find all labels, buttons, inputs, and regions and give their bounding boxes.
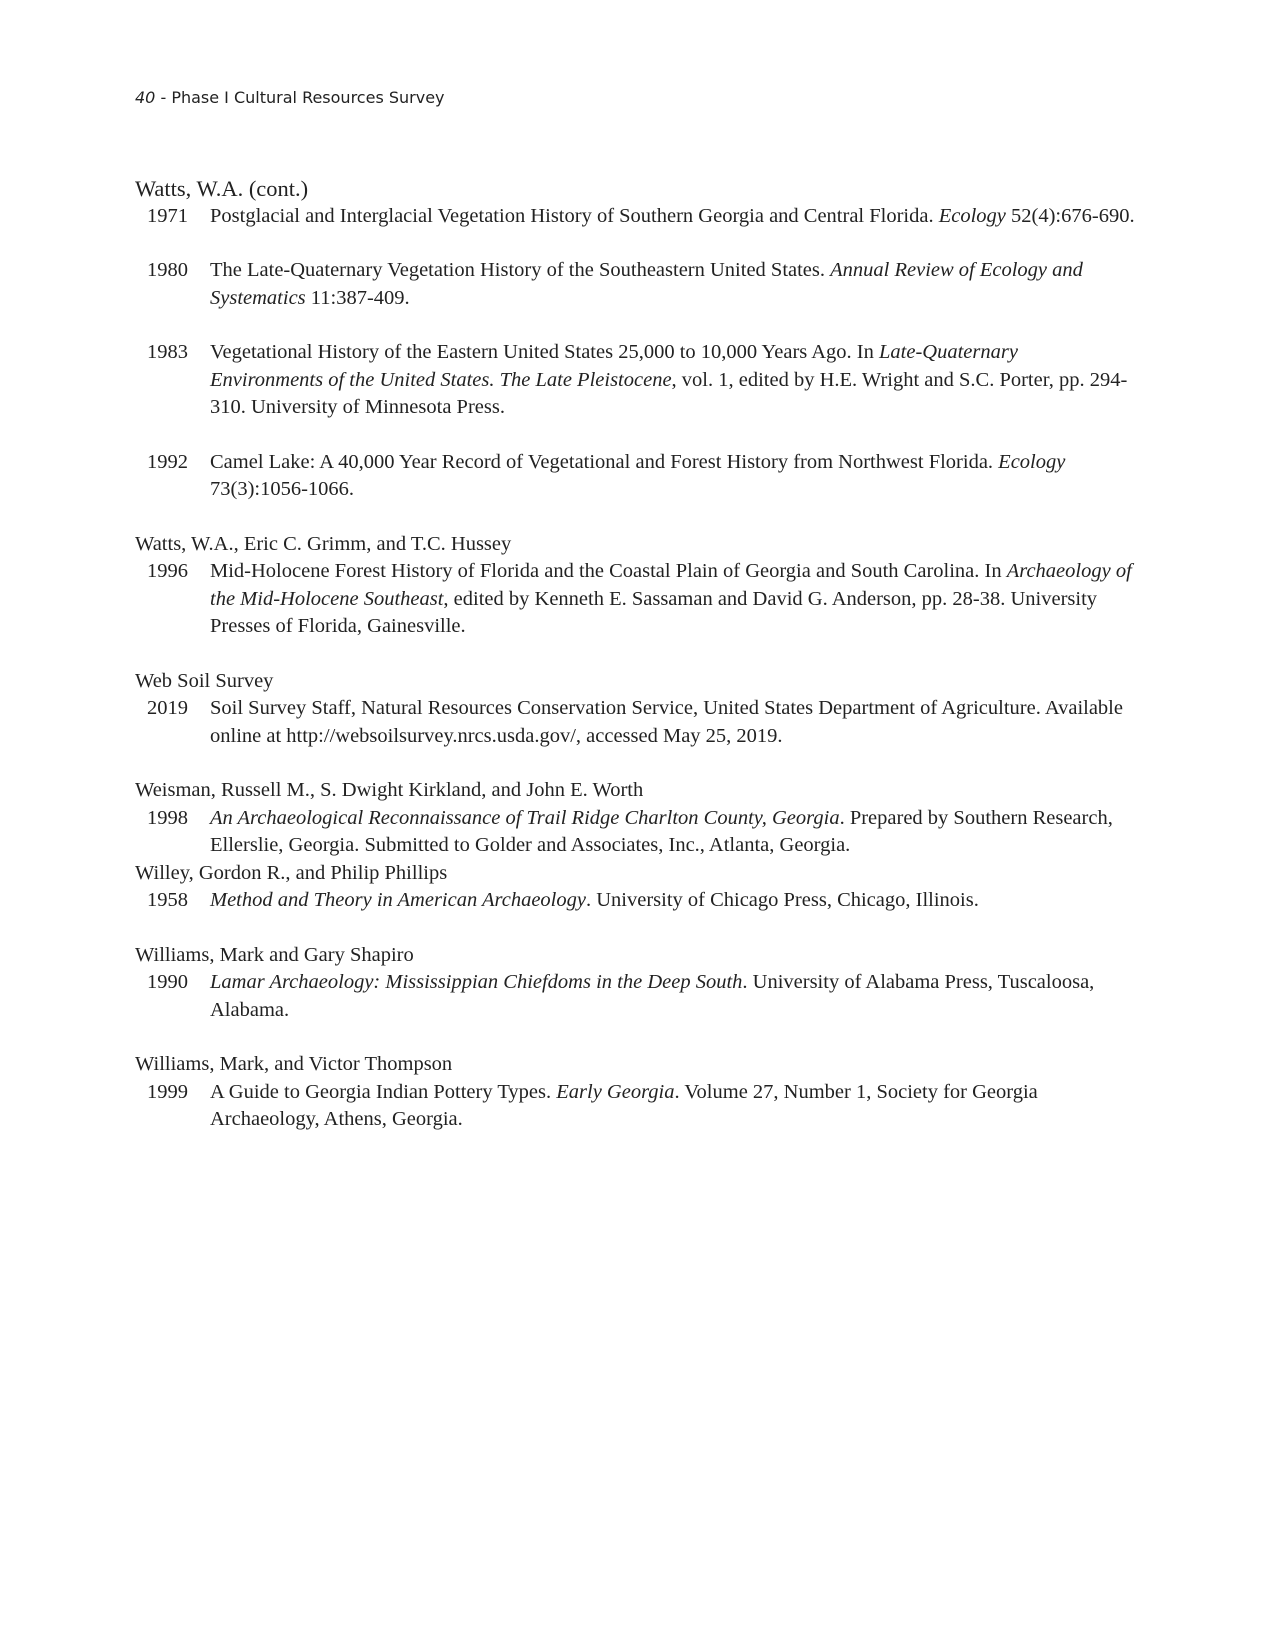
reference-text-part: Postglacial and Interglacial Vegetation History of Southern Georgia and Central Florida. — [210, 204, 939, 227]
reference-text-part: , vol. 1, edited by H.E. Wright and S.C. Porter, pp. 294-310. University of Minnesota Press. — [210, 368, 1128, 418]
header-separator: - — [155, 88, 172, 107]
reference-text-part: The Late-Quaternary Vegetation History of the Southeastern United States. — [210, 259, 831, 281]
reference-title-italic: Ecology — [938, 204, 1006, 227]
reference-text-part: Vegetational History of the Eastern United States 25,000 to 10,000 Years Ago. In — [210, 341, 880, 363]
reference-text-part: . Prepared by Southern Research, Ellerslie, Georgia. Submitted to Golder and Associates, Inc., Atlanta, Georgia. — [210, 806, 1113, 856]
reference-text — [210, 558, 1135, 641]
reference-text — [210, 969, 1135, 1024]
spacer — [135, 1024, 1135, 1051]
reference-text — [210, 695, 1135, 750]
reference-text-part: 11:387-409. — [305, 286, 410, 309]
reference-year: 2019 — [147, 697, 188, 719]
reference-author: Weisman, Russell M., S. Dwight Kirkland, and John E. Worth — [135, 779, 644, 801]
reference-text-part: . Volume 27, Number 1, Society for Georgia Archaeology, Athens, Georgia. — [210, 1080, 1038, 1130]
reference-entry — [135, 805, 1135, 860]
reference-text — [210, 887, 1135, 915]
reference-year: 1971 — [147, 204, 188, 227]
reference-year: 1983 — [147, 341, 188, 363]
reference-entry — [135, 1079, 1135, 1134]
reference-author: Williams, Mark, and Victor Thompson — [135, 1053, 453, 1075]
reference-author: Willey, Gordon R., and Philip Phillips — [135, 861, 448, 884]
reference-entry — [135, 558, 1135, 641]
spacer — [135, 750, 1135, 777]
reference-text-part: 73(3):1056-1066. — [210, 478, 355, 500]
reference-title-italic: Archaeology of the Mid-Holocene Southeast — [210, 560, 1132, 610]
reference-text-part: . University of Alabama Press, Tuscaloosa, Alabama. — [210, 971, 1095, 1021]
reference-text-part: , edited by Kenneth E. Sassaman and David G. Anderson, pp. 28-38. University Presses of Florida, Gainesville. — [210, 587, 1098, 637]
reference-entry — [135, 449, 1135, 504]
reference-text-part: Mid-Holocene Forest History of Florida and the Coastal Plain of Georgia and South Carolina. In — [210, 560, 1007, 582]
spacer — [135, 312, 1135, 339]
spacer — [135, 641, 1135, 668]
reference-year: 1992 — [147, 450, 188, 473]
reference-text — [210, 203, 1135, 231]
page-number: 40 — [135, 88, 156, 107]
reference-text-part: Soil Survey Staff, Natural Resources Conservation Service, United States Department of Agriculture. Available online at http://websoilsurvey.nrcs.usda.gov/, accessed May 25, 2019. — [210, 697, 1123, 747]
spacer — [135, 230, 1135, 257]
reference-entry — [135, 887, 1135, 915]
reference-entry — [135, 339, 1135, 422]
reference-text-part: 52(4):676-690. — [1005, 204, 1135, 227]
reference-entry — [135, 203, 1135, 231]
reference-title-italic: Late-Quaternary Environments of the United States. The Late Pleistocene — [210, 341, 1018, 391]
spacer — [135, 422, 1135, 449]
reference-text — [210, 449, 1135, 504]
spacer — [135, 504, 1135, 531]
reference-author: Web Soil Survey — [135, 669, 274, 692]
reference-entry — [135, 257, 1135, 312]
reference-title-italic: An Archaeological Reconnaissance of Trail Ridge Charlton County, Georgia — [210, 806, 840, 829]
reference-title-italic: Annual Review of Ecology and Systematics — [210, 259, 1083, 309]
reference-text — [210, 805, 1135, 860]
reference-entry — [135, 969, 1135, 1024]
spacer — [135, 915, 1135, 942]
reference-year: 1990 — [147, 971, 188, 993]
reference-title-italic: Early Georgia — [556, 1080, 675, 1103]
reference-author: Watts, W.A., Eric C. Grimm, and T.C. Hussey — [135, 532, 512, 555]
page-header — [135, 88, 445, 107]
reference-title-italic: Ecology — [998, 450, 1066, 473]
reference-text — [210, 339, 1135, 422]
reference-year: 1998 — [147, 806, 188, 829]
reference-text — [210, 257, 1135, 312]
reference-year: 1996 — [147, 560, 188, 582]
reference-list — [135, 175, 1135, 1134]
header-title: Phase I Cultural Resources Survey — [171, 88, 445, 107]
reference-title-italic: Method and Theory in American Archaeology — [210, 889, 586, 911]
reference-year: 1999 — [147, 1080, 188, 1103]
reference-author: Watts, W.A. (cont.) — [135, 176, 309, 201]
reference-year: 1958 — [147, 889, 188, 911]
reference-entry — [135, 695, 1135, 750]
reference-text-part: Camel Lake: A 40,000 Year Record of Vegetational and Forest History from Northwest Florida. — [210, 450, 999, 473]
reference-author: Williams, Mark and Gary Shapiro — [135, 943, 414, 966]
reference-title-italic: Lamar Archaeology: Mississippian Chiefdoms in the Deep South — [210, 971, 743, 993]
reference-text-part: . University of Chicago Press, Chicago, Illinois. — [585, 889, 979, 911]
reference-year: 1980 — [147, 259, 188, 281]
reference-text-part: A Guide to Georgia Indian Pottery Types. — [210, 1080, 557, 1103]
reference-text — [210, 1079, 1135, 1134]
